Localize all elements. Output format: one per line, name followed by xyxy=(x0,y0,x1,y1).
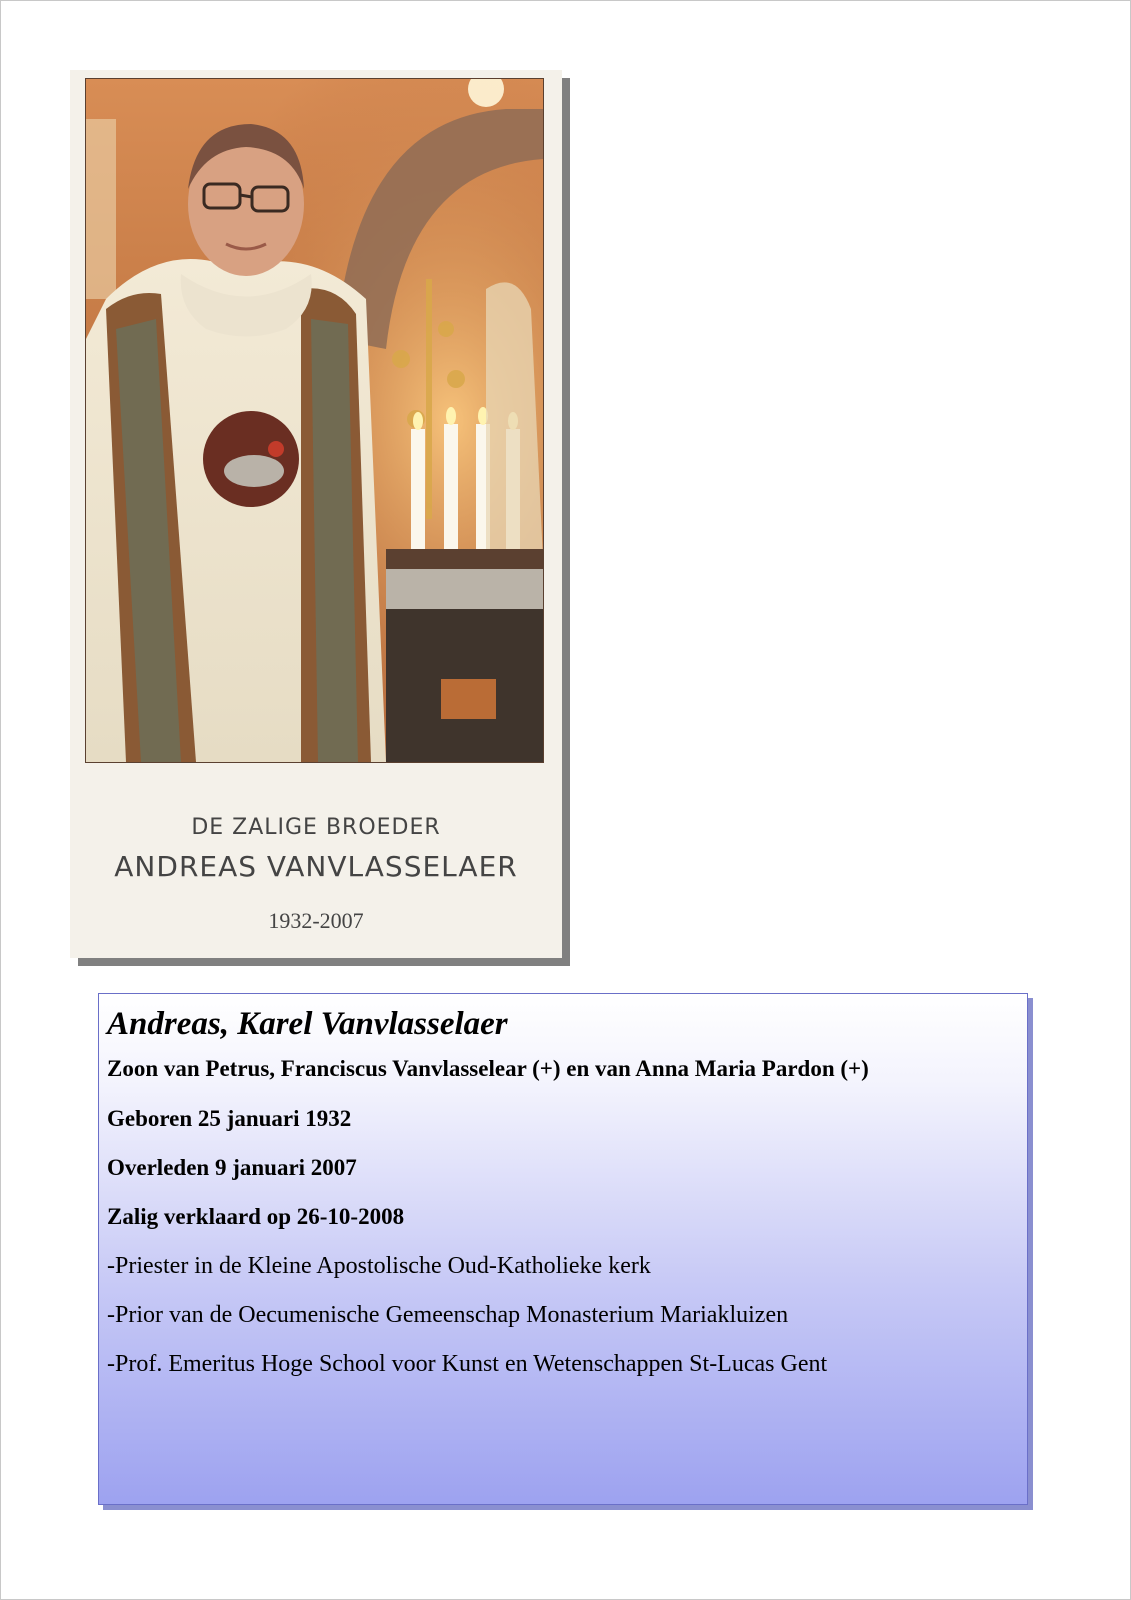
death-line: Overleden 9 januari 2007 xyxy=(107,1155,357,1180)
role-prior: -Prior van de Oecumenische Gemeenschap Monasterium Mariakluizen xyxy=(107,1302,789,1328)
role-professor: -Prof. Emeritus Hoge School voor Kunst en Wetenschappen St-Lucas Gent xyxy=(107,1351,828,1377)
card-title-line: DE ZALIGE BROEDER xyxy=(191,815,441,840)
birth-line: Geboren 25 januari 1932 xyxy=(107,1106,352,1131)
role-priest: -Priester in de Kleine Apostolische Oud-Katholieke kerk xyxy=(107,1253,651,1279)
card-years: 1932-2007 xyxy=(268,908,364,933)
card-name-line: ANDREAS VANVLASSELAER xyxy=(114,850,518,883)
portrait-photo xyxy=(85,78,544,763)
memorial-card xyxy=(70,70,562,958)
parents-line: Zoon van Petrus, Franciscus Vanvlasselear (+) en van Anna Maria Pardon (+) xyxy=(107,1056,869,1081)
info-box xyxy=(98,993,1028,1505)
full-name: Andreas, Karel Vanvlasselaer xyxy=(107,1006,508,1042)
beatification-line: Zalig verklaard op 26-10-2008 xyxy=(107,1204,405,1229)
